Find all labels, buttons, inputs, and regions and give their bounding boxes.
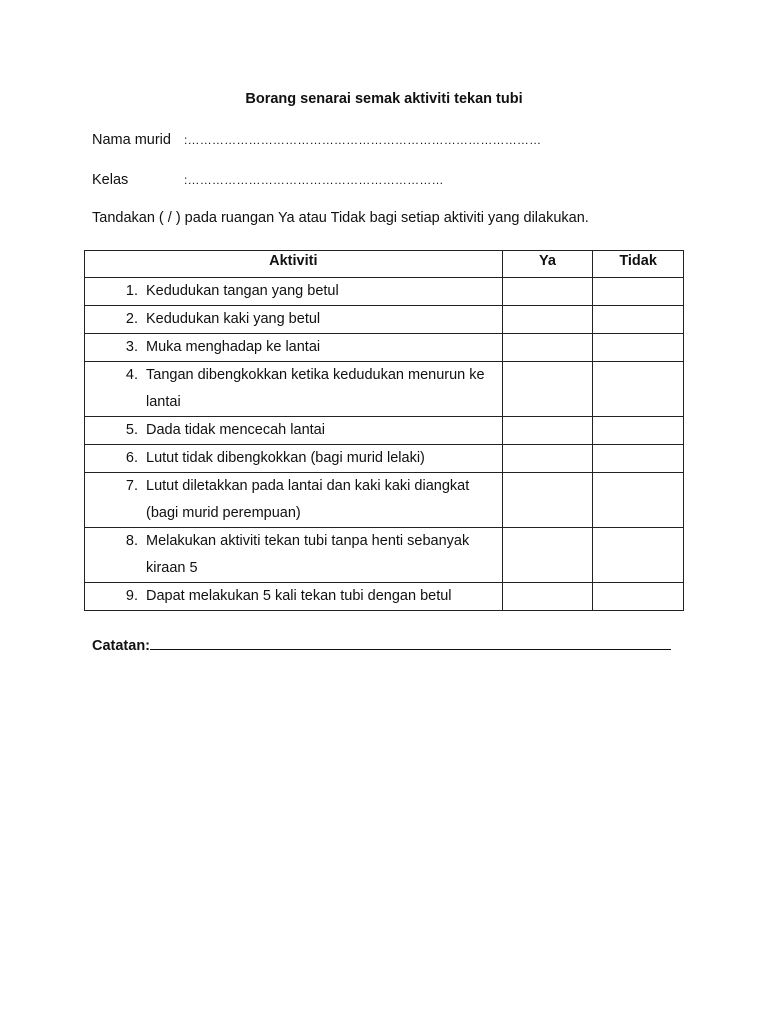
aktiviti-cell — [85, 362, 503, 417]
item-text: Dada tidak mencecah lantai — [146, 422, 325, 438]
tidak-checkbox-cell[interactable] — [593, 278, 684, 306]
item-text: Lutut tidak dibengkokkan (bagi murid lelaki) — [146, 450, 425, 466]
catatan-label: Catatan: — [92, 638, 151, 654]
table-row — [85, 417, 684, 445]
aktiviti-cell — [85, 445, 503, 473]
table-row — [85, 583, 684, 611]
item-text: Lutut diletakkan pada lantai dan kaki kaki diangkat (bagi murid perempuan) — [146, 478, 470, 521]
aktiviti-item — [85, 445, 502, 472]
table-row — [85, 362, 684, 417]
item-number: 7. — [125, 478, 138, 494]
item-number: 2. — [125, 311, 138, 327]
table-header-row — [85, 251, 684, 278]
ya-checkbox-cell[interactable] — [502, 528, 593, 583]
ya-checkbox-cell[interactable] — [502, 473, 593, 528]
item-text: Kedudukan tangan yang betul — [146, 283, 339, 299]
aktiviti-item — [85, 278, 502, 305]
item-number: 3. — [125, 339, 138, 355]
item-number: 5. — [125, 422, 138, 438]
aktiviti-cell — [85, 528, 503, 583]
tidak-checkbox-cell[interactable] — [593, 583, 684, 611]
ya-checkbox-cell[interactable] — [502, 278, 593, 306]
tidak-checkbox-cell[interactable] — [593, 417, 684, 445]
table-row — [85, 278, 684, 306]
aktiviti-item — [85, 362, 502, 416]
ya-checkbox-cell[interactable] — [502, 306, 593, 334]
ya-checkbox-cell[interactable] — [502, 334, 593, 362]
item-text: Melakukan aktiviti tekan tubi tanpa henti sebanyak kiraan 5 — [146, 533, 470, 576]
aktiviti-item — [85, 473, 502, 527]
kelas-label: Kelas — [92, 172, 129, 188]
aktiviti-cell — [85, 278, 503, 306]
aktiviti-item — [85, 417, 502, 444]
checklist-table — [84, 250, 684, 611]
table-row — [85, 473, 684, 528]
header-aktiviti: Aktiviti — [85, 251, 503, 278]
header-tidak: Tidak — [593, 251, 684, 278]
item-number: 9. — [125, 588, 138, 604]
kelas-field[interactable] — [92, 172, 444, 188]
aktiviti-cell — [85, 583, 503, 611]
item-number: 4. — [125, 367, 138, 383]
tidak-checkbox-cell[interactable] — [593, 528, 684, 583]
header-ya: Ya — [502, 251, 593, 278]
nama-murid-dots[interactable]: :…………………………………………………………………………… — [184, 133, 542, 147]
tidak-checkbox-cell[interactable] — [593, 362, 684, 417]
table-row — [85, 306, 684, 334]
catatan-line[interactable] — [150, 635, 671, 650]
item-number: 6. — [125, 450, 138, 466]
nama-murid-label: Nama murid — [92, 132, 171, 148]
item-text: Tangan dibengkokkan ketika kedudukan menurun ke lantai — [146, 367, 485, 410]
ya-checkbox-cell[interactable] — [502, 362, 593, 417]
item-number: 8. — [125, 533, 138, 549]
tidak-checkbox-cell[interactable] — [593, 445, 684, 473]
ya-checkbox-cell[interactable] — [502, 417, 593, 445]
kelas-dots[interactable]: :……………………………………………………… — [184, 173, 444, 187]
item-text: Kedudukan kaki yang betul — [146, 311, 321, 327]
table-row — [85, 334, 684, 362]
aktiviti-cell — [85, 306, 503, 334]
ya-checkbox-cell[interactable] — [502, 583, 593, 611]
table-row — [85, 528, 684, 583]
instruction-text: Tandakan ( / ) pada ruangan Ya atau Tidak bagi setiap aktiviti yang dilakukan. — [92, 210, 589, 226]
nama-murid-field[interactable] — [92, 132, 541, 148]
tidak-checkbox-cell[interactable] — [593, 306, 684, 334]
aktiviti-cell — [85, 473, 503, 528]
aktiviti-item — [85, 528, 502, 582]
ya-checkbox-cell[interactable] — [502, 445, 593, 473]
table-row — [85, 445, 684, 473]
catatan-field[interactable] — [92, 635, 671, 654]
tidak-checkbox-cell[interactable] — [593, 334, 684, 362]
aktiviti-item — [85, 306, 502, 333]
aktiviti-cell — [85, 417, 503, 445]
aktiviti-item — [85, 334, 502, 361]
item-number: 1. — [125, 283, 138, 299]
item-text: Dapat melakukan 5 kali tekan tubi dengan betul — [146, 588, 452, 604]
tidak-checkbox-cell[interactable] — [593, 473, 684, 528]
form-title: Borang senarai semak aktiviti tekan tubi — [245, 91, 523, 107]
item-text: Muka menghadap ke lantai — [146, 339, 321, 355]
aktiviti-item — [85, 583, 502, 610]
aktiviti-cell — [85, 334, 503, 362]
